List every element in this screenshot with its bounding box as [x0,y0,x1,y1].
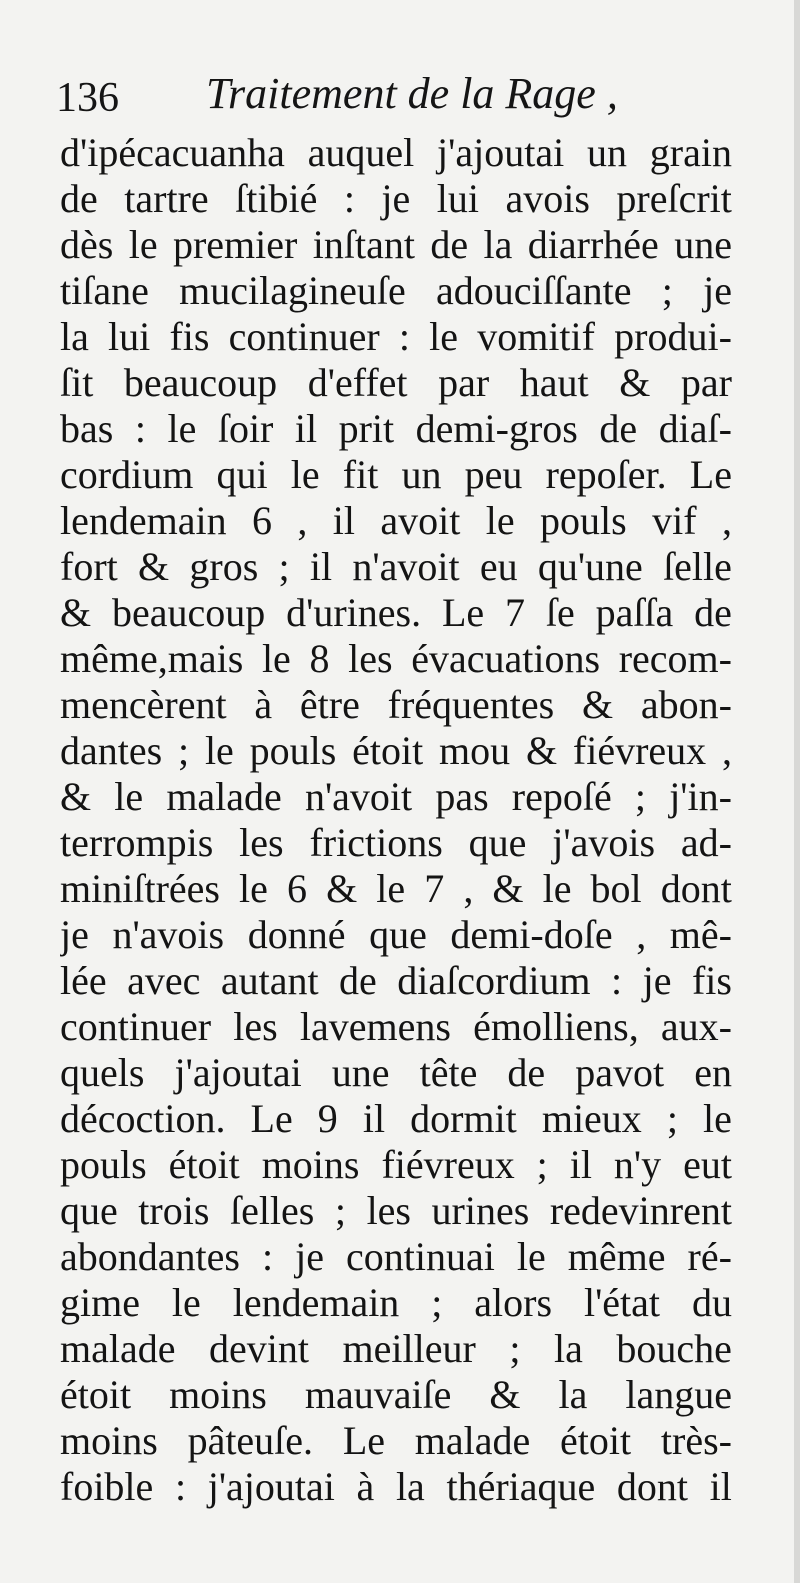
text-line: dès le premier inſtant de la diarrhée une [60,222,732,267]
text-line: gime le lendemain ; alors l'état du [60,1280,732,1325]
text-line: foible : j'ajoutai à la thériaque dont il [60,1464,732,1509]
text-line: bas : le ſoir il prit demi-gros de diaſ- [60,406,732,451]
text-line: que trois ſelles ; les urines redevinrent [60,1188,732,1233]
text-line: mencèrent à être fréquentes & abon- [60,682,732,727]
text-line: continuer les lavemens émolliens, aux- [60,1004,732,1049]
text-line: lendemain 6 , il avoit le pouls vif , [60,498,732,543]
text-line: miniſtrées le 6 & le 7 , & le bol dont [60,866,732,911]
page-number: 136 [56,75,119,121]
text-line: étoit moins mauvaiſe & la langue [60,1372,732,1417]
text-line: & le malade n'avoit pas repoſé ; j'in- [60,774,732,819]
text-line: pouls étoit moins fiévreux ; il n'y eut [60,1142,732,1187]
text-line: dantes ; le pouls étoit mou & fiévreux , [60,728,732,773]
text-line: fort & gros ; il n'avoit eu qu'une ſelle [60,544,732,589]
text-line: décoction. Le 9 il dormit mieux ; le [60,1096,732,1141]
text-line: ſit beaucoup d'effet par haut & par [60,360,732,405]
text-line: tiſane mucilagineuſe adouciſſante ; je [60,268,732,313]
text-line: cordium qui le fit un peu repoſer. Le [60,452,732,497]
text-line: & beaucoup d'urines. Le 7 ſe paſſa de [60,590,732,635]
text-line: d'ipécacuanha auquel j'ajoutai un grain [60,130,732,175]
text-line: de tartre ſtibié : je lui avois preſcrit [60,176,732,221]
running-title: Traitement de la Rage , [206,69,618,118]
text-line: quels j'ajoutai une tête de pavot en [60,1050,732,1095]
body-text [60,130,732,1510]
text-line: moins pâteuſe. Le malade étoit très- [60,1418,732,1463]
text-line: malade devint meilleur ; la bouche [60,1326,732,1371]
text-line: je n'avois donné que demi-doſe , mê- [60,912,732,957]
text-line: abondantes : je continuai le même ré- [60,1234,732,1279]
page-header [56,60,736,130]
text-line: la lui fis continuer : le vomitif produi- [60,314,732,359]
text-line: lée avec autant de diaſcordium : je fis [60,958,732,1003]
text-line: même,mais le 8 les évacuations recom- [60,636,732,681]
text-line: terrompis les frictions que j'avois ad- [60,820,732,865]
